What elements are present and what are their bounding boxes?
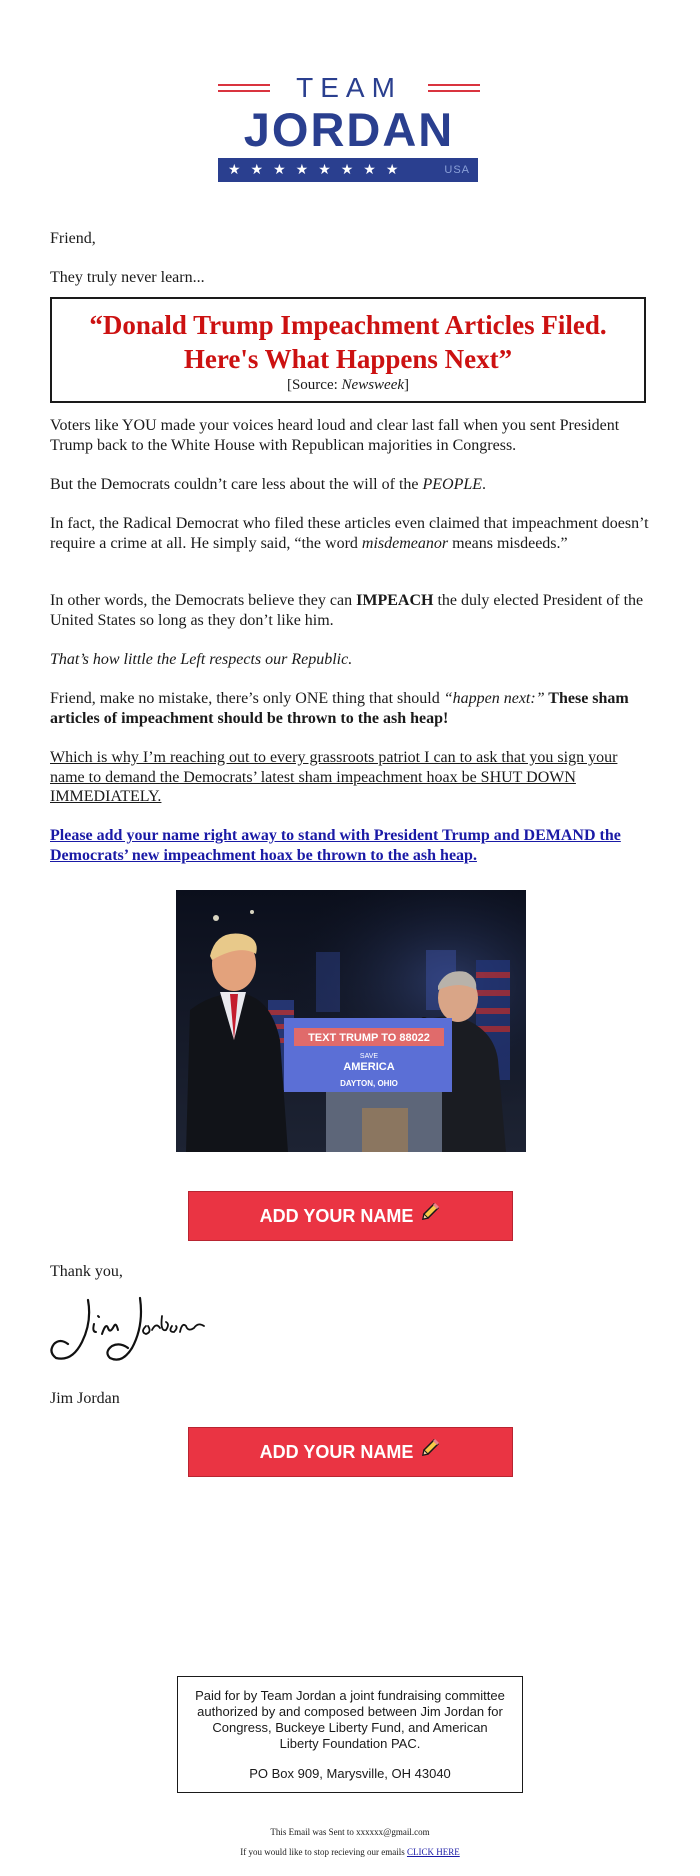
rally-photo-illustration	[176, 890, 526, 1152]
logo-team-text: TEAM	[296, 72, 402, 103]
p3-text: In fact, the Radical Democrat who filed these articles even claimed that impeachment doesn’t require a crime at all. He simply said, “the word	[50, 515, 649, 552]
sign-america-text: AMERICA	[343, 1061, 395, 1073]
logo-jordan-text: JORDAN	[243, 103, 455, 156]
p4-end: the duly elected President of the United States so long as they don’t like him.	[50, 592, 644, 629]
podium-sign	[284, 1018, 452, 1092]
add-name-link[interactable]: Please add your name right away to stand with President Trump and DEMAND the Democrats’ new impeachment hoax be thrown to the ash heap.	[50, 827, 621, 864]
unsubscribe-text: If you would like to stop recieving our emails	[240, 1847, 407, 1857]
paragraph-impeach	[50, 591, 650, 630]
p6-text: Friend, make no mistake, there’s only ONE thing that should	[50, 690, 444, 707]
source-suffix: ]	[404, 377, 410, 393]
cta-label-top: ADD YOUR NAME	[259, 1206, 414, 1226]
p4-text: In other words, the Democrats believe they can	[50, 592, 357, 609]
paragraph-radical-democrat	[50, 514, 650, 553]
headline: “Donald Trump Impeachment Articles Filed. Here's What Happens Next”	[89, 310, 607, 374]
logo-star-band	[218, 158, 478, 182]
signature-image	[48, 1292, 208, 1366]
team-jordan-logo	[216, 72, 482, 184]
source-prefix: [Source:	[286, 377, 342, 393]
sign-dayton-text: DAYTON, OHIO	[340, 1079, 398, 1088]
logo-stars: ★★★★★★★★	[228, 162, 409, 178]
greeting: Friend,	[50, 230, 96, 247]
paragraph-will-of-people	[50, 475, 650, 495]
p4-strong: IMPEACH	[356, 592, 434, 609]
cta-label-bottom: ADD YOUR NAME	[259, 1442, 414, 1462]
unsubscribe-link[interactable]: CLICK HERE	[406, 1847, 460, 1857]
p6-strong: These sham articles of impeachment should be thrown to the ash heap!	[50, 690, 629, 727]
p2-end: .	[482, 476, 487, 493]
headline-source	[52, 376, 644, 394]
closing-line: Thank you,	[50, 1263, 123, 1280]
footer-sent-to: This Email was Sent to xxxxxx@gmail.com	[270, 1827, 430, 1837]
pencil-icon	[419, 1193, 441, 1241]
logo-usa-text: USA	[444, 164, 470, 176]
paragraph-respects-republic: That’s how little the Left respects our Republic.	[50, 651, 353, 668]
p6-emphasis: “happen next:”	[443, 690, 545, 707]
footer-unsubscribe	[0, 1847, 700, 1858]
source-name: Newsweek	[341, 377, 405, 393]
sign-top-text: TEXT TRUMP TO 88022	[308, 1032, 430, 1044]
pencil-icon	[419, 1429, 441, 1477]
p3-emphasis: misdemeanor	[361, 534, 449, 552]
rally-photo[interactable]	[176, 890, 526, 1152]
disclaimer-text: Paid for by Team Jordan a joint fundraising committee authorized by and composed between Jim Jordan for Congress, Buckeye Liberty Fund, and American Liberty Foundation PAC.	[195, 1688, 505, 1751]
paragraph-happen-next	[50, 689, 650, 728]
intro-line: They truly never learn...	[50, 269, 205, 286]
p2-emphasis: PEOPLE	[422, 476, 483, 493]
headline-box	[50, 297, 646, 403]
paragraph-reaching-out: Which is why I’m reaching out to every grassroots patriot I can to ask that you sign your name to demand the Democrats’ latest sham impeachment hoax be SHUT DOWN IMMEDIATELY.	[50, 749, 618, 805]
p3-end: means misdeeds.”	[448, 534, 568, 552]
add-your-name-button-top[interactable]	[188, 1191, 513, 1241]
p2-text: But the Democrats couldn’t care less about the will of the	[50, 476, 423, 493]
paragraph-call-to-action	[50, 826, 650, 865]
paid-for-disclaimer	[177, 1676, 523, 1793]
signer-name: Jim Jordan	[50, 1390, 120, 1407]
sign-save-text: SAVE	[359, 1053, 379, 1060]
add-your-name-button-bottom[interactable]	[188, 1427, 513, 1477]
paragraph-voters: Voters like YOU made your voices heard loud and clear last fall when you sent President Trump back to the White House with Republican majorities in Congress.	[50, 417, 620, 454]
disclaimer-address: PO Box 909, Marysville, OH 43040	[249, 1766, 451, 1781]
